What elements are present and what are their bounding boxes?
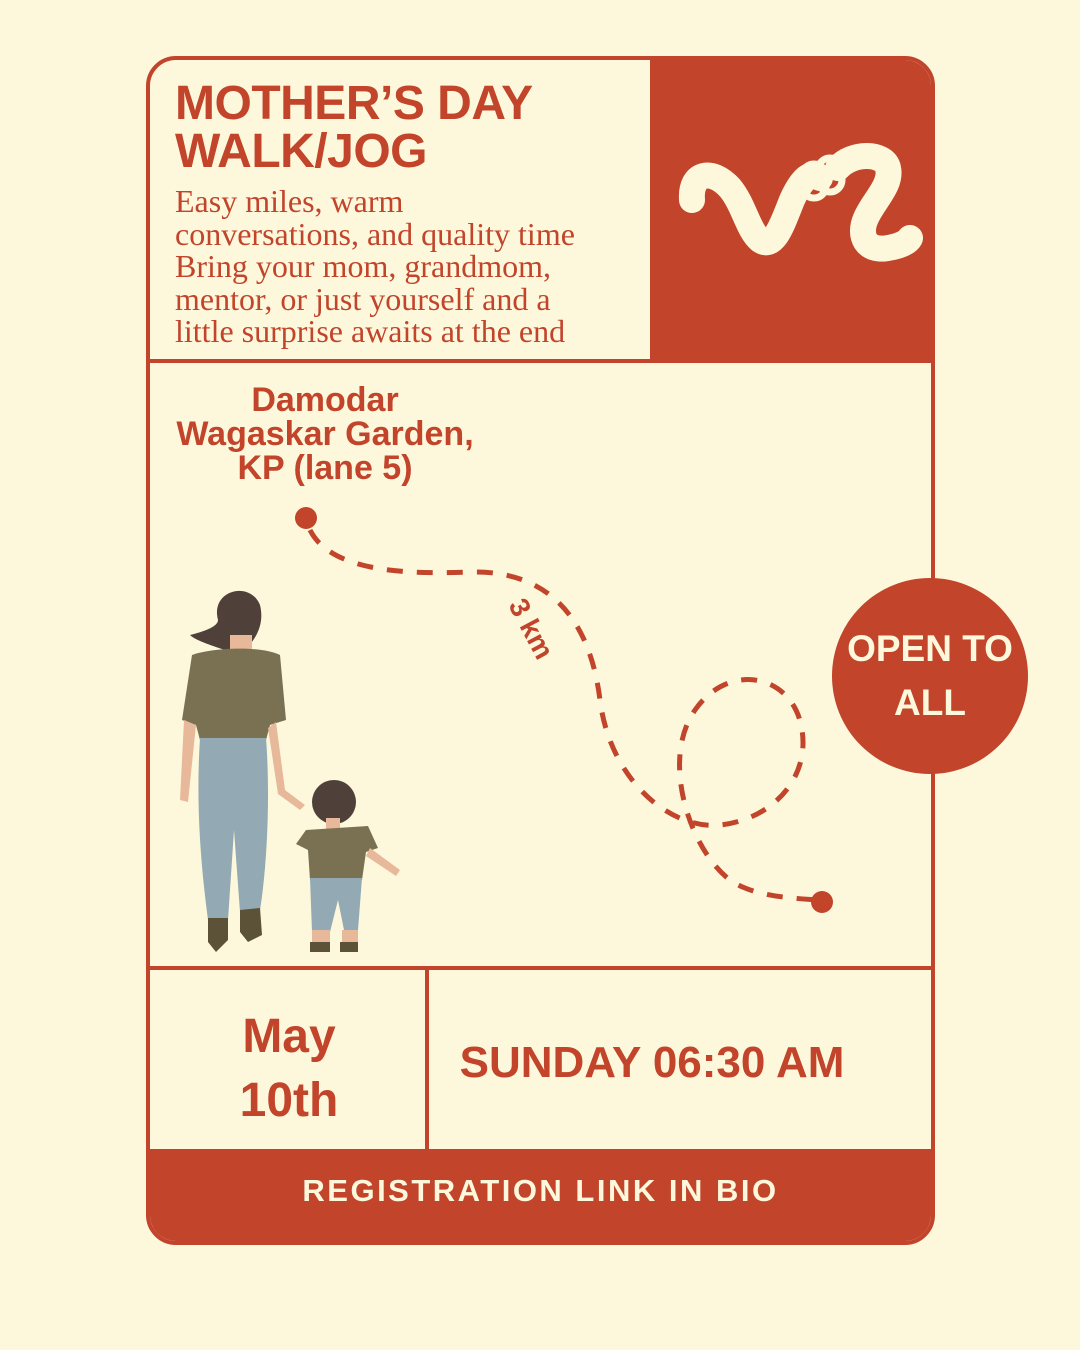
mother-child-illustration: [170, 580, 410, 960]
registration-link-text[interactable]: REGISTRATION LINK IN BIO: [302, 1173, 779, 1208]
date-day: 10th: [239, 1074, 339, 1127]
event-date: [150, 1005, 428, 1133]
open-to-all-badge: [832, 578, 1028, 774]
description-line: mentor, or just yourself and a: [175, 280, 551, 317]
event-title-line-1: MOTHER’S DAY: [175, 77, 533, 130]
date-month: May: [242, 1010, 336, 1063]
event-time: SUNDAY 06:30 AM: [459, 1038, 845, 1087]
registration-footer: [150, 1149, 931, 1241]
location-line-1: Damodar: [251, 381, 399, 419]
end-point-marker: [811, 891, 833, 913]
description-line: little surprise awaits at the end: [175, 313, 566, 349]
date-divider: [150, 966, 931, 970]
badge-line-1: OPEN TO: [847, 628, 1013, 669]
description-line: Easy miles, warm: [175, 183, 404, 219]
description-line: conversations, and quality time: [175, 215, 575, 252]
description-line: Bring your mom, grandmom,: [175, 248, 551, 284]
start-point-marker: [295, 507, 317, 529]
badge-line-2: ALL: [894, 682, 966, 723]
distance-label: 3 km: [502, 593, 561, 665]
location-line-2: Wagaskar Garden,: [176, 415, 474, 453]
event-title-line-2: WALK/JOG: [175, 125, 428, 178]
location-line-3: KP (lane 5): [237, 449, 413, 487]
